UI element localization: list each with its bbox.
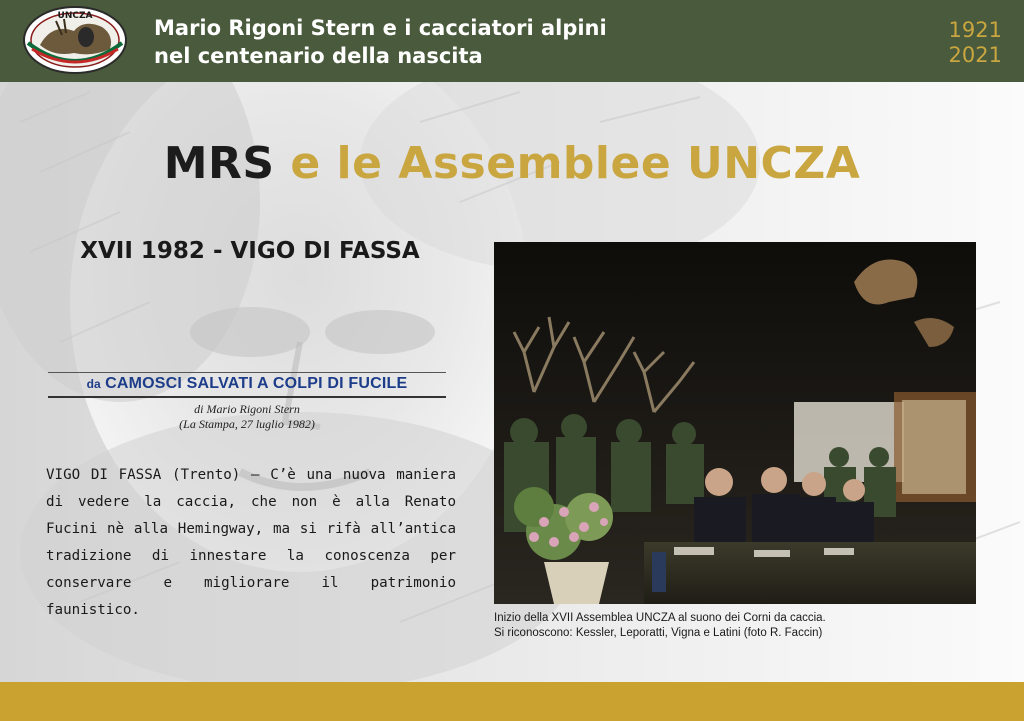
- year-start: 1921: [948, 18, 1002, 42]
- photo-caption-line1: Inizio della XVII Assemblea UNCZA al suono dei Corni da caccia.: [494, 612, 826, 624]
- photo-caption-line2: Si riconoscono: Kessler, Leporatti, Vigna e Latini (foto R. Faccin): [494, 627, 823, 639]
- article-source: (La Stampa, 27 luglio 1982): [179, 417, 315, 431]
- article-body: VIGO DI FASSA (Trento) – C’è una nuova maniera di vedere la caccia, che non è alla Renato Fucini nè alla Hemingway, ma si rifà all’antica tradizione di innestare la conoscenza per conservare e migliorare il patrimonio faunistico.: [46, 467, 456, 618]
- article-heading: [48, 372, 446, 432]
- uncza-logo: [22, 5, 128, 75]
- photo-caption: [494, 611, 994, 641]
- logo-wordmark: UNCZA: [57, 11, 93, 21]
- article-byline: [48, 402, 446, 432]
- header-title: [154, 14, 607, 70]
- footer-band: [0, 682, 1024, 721]
- header-band: [0, 0, 1024, 82]
- page-title-assemblee: e le Assemblee UNCZA: [290, 138, 861, 189]
- header-title-line1: Mario Rigoni Stern e i cacciatori alpini: [154, 16, 607, 40]
- centenary-years: [949, 18, 1002, 68]
- article-author: di Mario Rigoni Stern: [194, 402, 300, 416]
- header-title-line2: nel centenario della nascita: [154, 44, 483, 68]
- assembly-photo: [494, 242, 976, 604]
- article-headline-line: [48, 373, 446, 396]
- page-title: [0, 138, 1024, 189]
- heading-rule-bottom: [48, 396, 446, 398]
- article-headline: CAMOSCI SALVATI A COLPI DI FUCILE: [105, 375, 408, 392]
- article-prefix: da: [86, 377, 101, 391]
- page-title-mrs: MRS: [163, 138, 275, 189]
- section-title: XVII 1982 - VIGO DI FASSA: [80, 238, 420, 264]
- year-end: 2021: [948, 43, 1002, 67]
